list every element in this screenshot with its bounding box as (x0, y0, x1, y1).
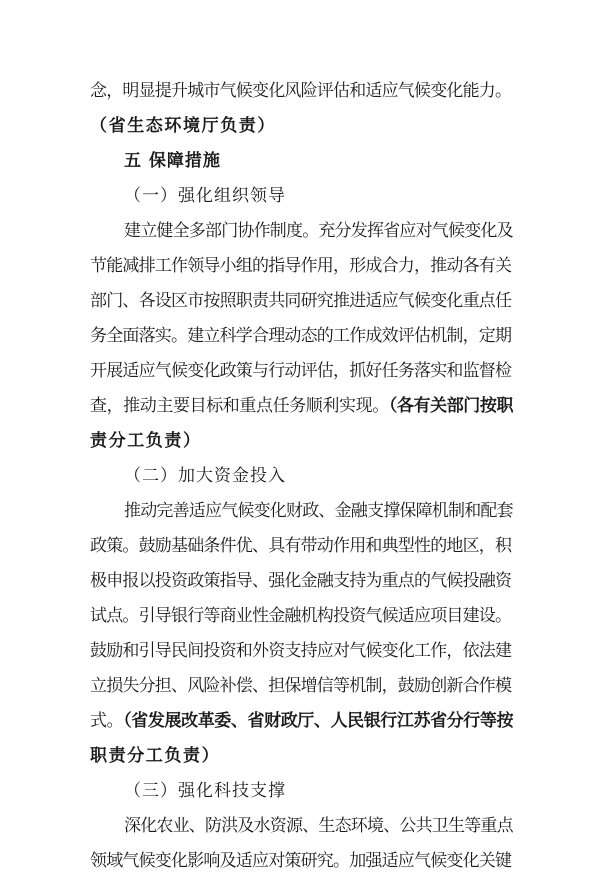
subsection-heading-2: （二）加大资金投入 (124, 466, 286, 486)
body-text-segment: 式。 (90, 711, 124, 731)
body-text-line: 领域气候变化影响及适应对策研究。加强适应气候变化关键 (90, 851, 512, 871)
body-text-line: 深化农业、防洪及水资源、生态环境、公共卫生等重点 (124, 816, 513, 836)
body-text-line: 节能减排工作领导小组的指导作用，形成合力，推动各有关 (90, 256, 512, 276)
body-text-line: 推动完善适应气候变化财政、金融支撑保障机制和配套 (124, 501, 513, 521)
section-heading-5: 五 保障措施 (124, 151, 221, 171)
body-text-line: 政策。鼓励基础条件优、具有带动作用和典型性的地区，积 (90, 536, 512, 556)
body-text-line: 立损失分担、风险补偿、担保增信等机制，鼓励创新合作模 (90, 676, 512, 696)
body-text-line: 念，明显提升城市气候变化风险评估和适应气候变化能力。 (90, 81, 512, 101)
responsibility-note: （省生态环境厅负责） (90, 116, 276, 136)
responsibility-note: 责分工负责） (90, 431, 202, 451)
responsibility-note: （省发展改革委、省财政厅、人民银行江苏省分行等按 (123, 711, 514, 731)
body-text-line: 极申报以投资政策指导、强化金融支持为重点的气候投融资 (90, 571, 512, 591)
body-text-segment: 查，推动主要目标和重点任务顺利实现。 (90, 396, 389, 416)
subsection-heading-1: （一）强化组织领导 (124, 186, 286, 206)
responsibility-note: 职责分工负责） (90, 746, 221, 766)
body-text-line: 开展适应气候变化政策与行动评估，抓好任务落实和监督检 (90, 361, 512, 381)
body-text-line: 务全面落实。建立科学合理动态的工作成效评估机制，定期 (90, 326, 512, 346)
body-text-line: 建立健全多部门协作制度。充分发挥省应对气候变化及 (124, 221, 513, 241)
responsibility-note: （各有关部门按职 (388, 396, 514, 416)
subsection-heading-3: （三）强化科技支撑 (124, 781, 286, 801)
body-text-line: 试点。引导银行等商业性金融机构投资气候适应项目建设。 (90, 606, 512, 626)
body-text-line: 部门、各设区市按照职责共同研究推进适应气候变化重点任 (90, 291, 512, 311)
body-text-line (90, 703, 513, 739)
body-text-line (90, 388, 513, 424)
body-text-line: 鼓励和引导民间投资和外资支持应对气候变化工作，依法建 (90, 641, 512, 661)
